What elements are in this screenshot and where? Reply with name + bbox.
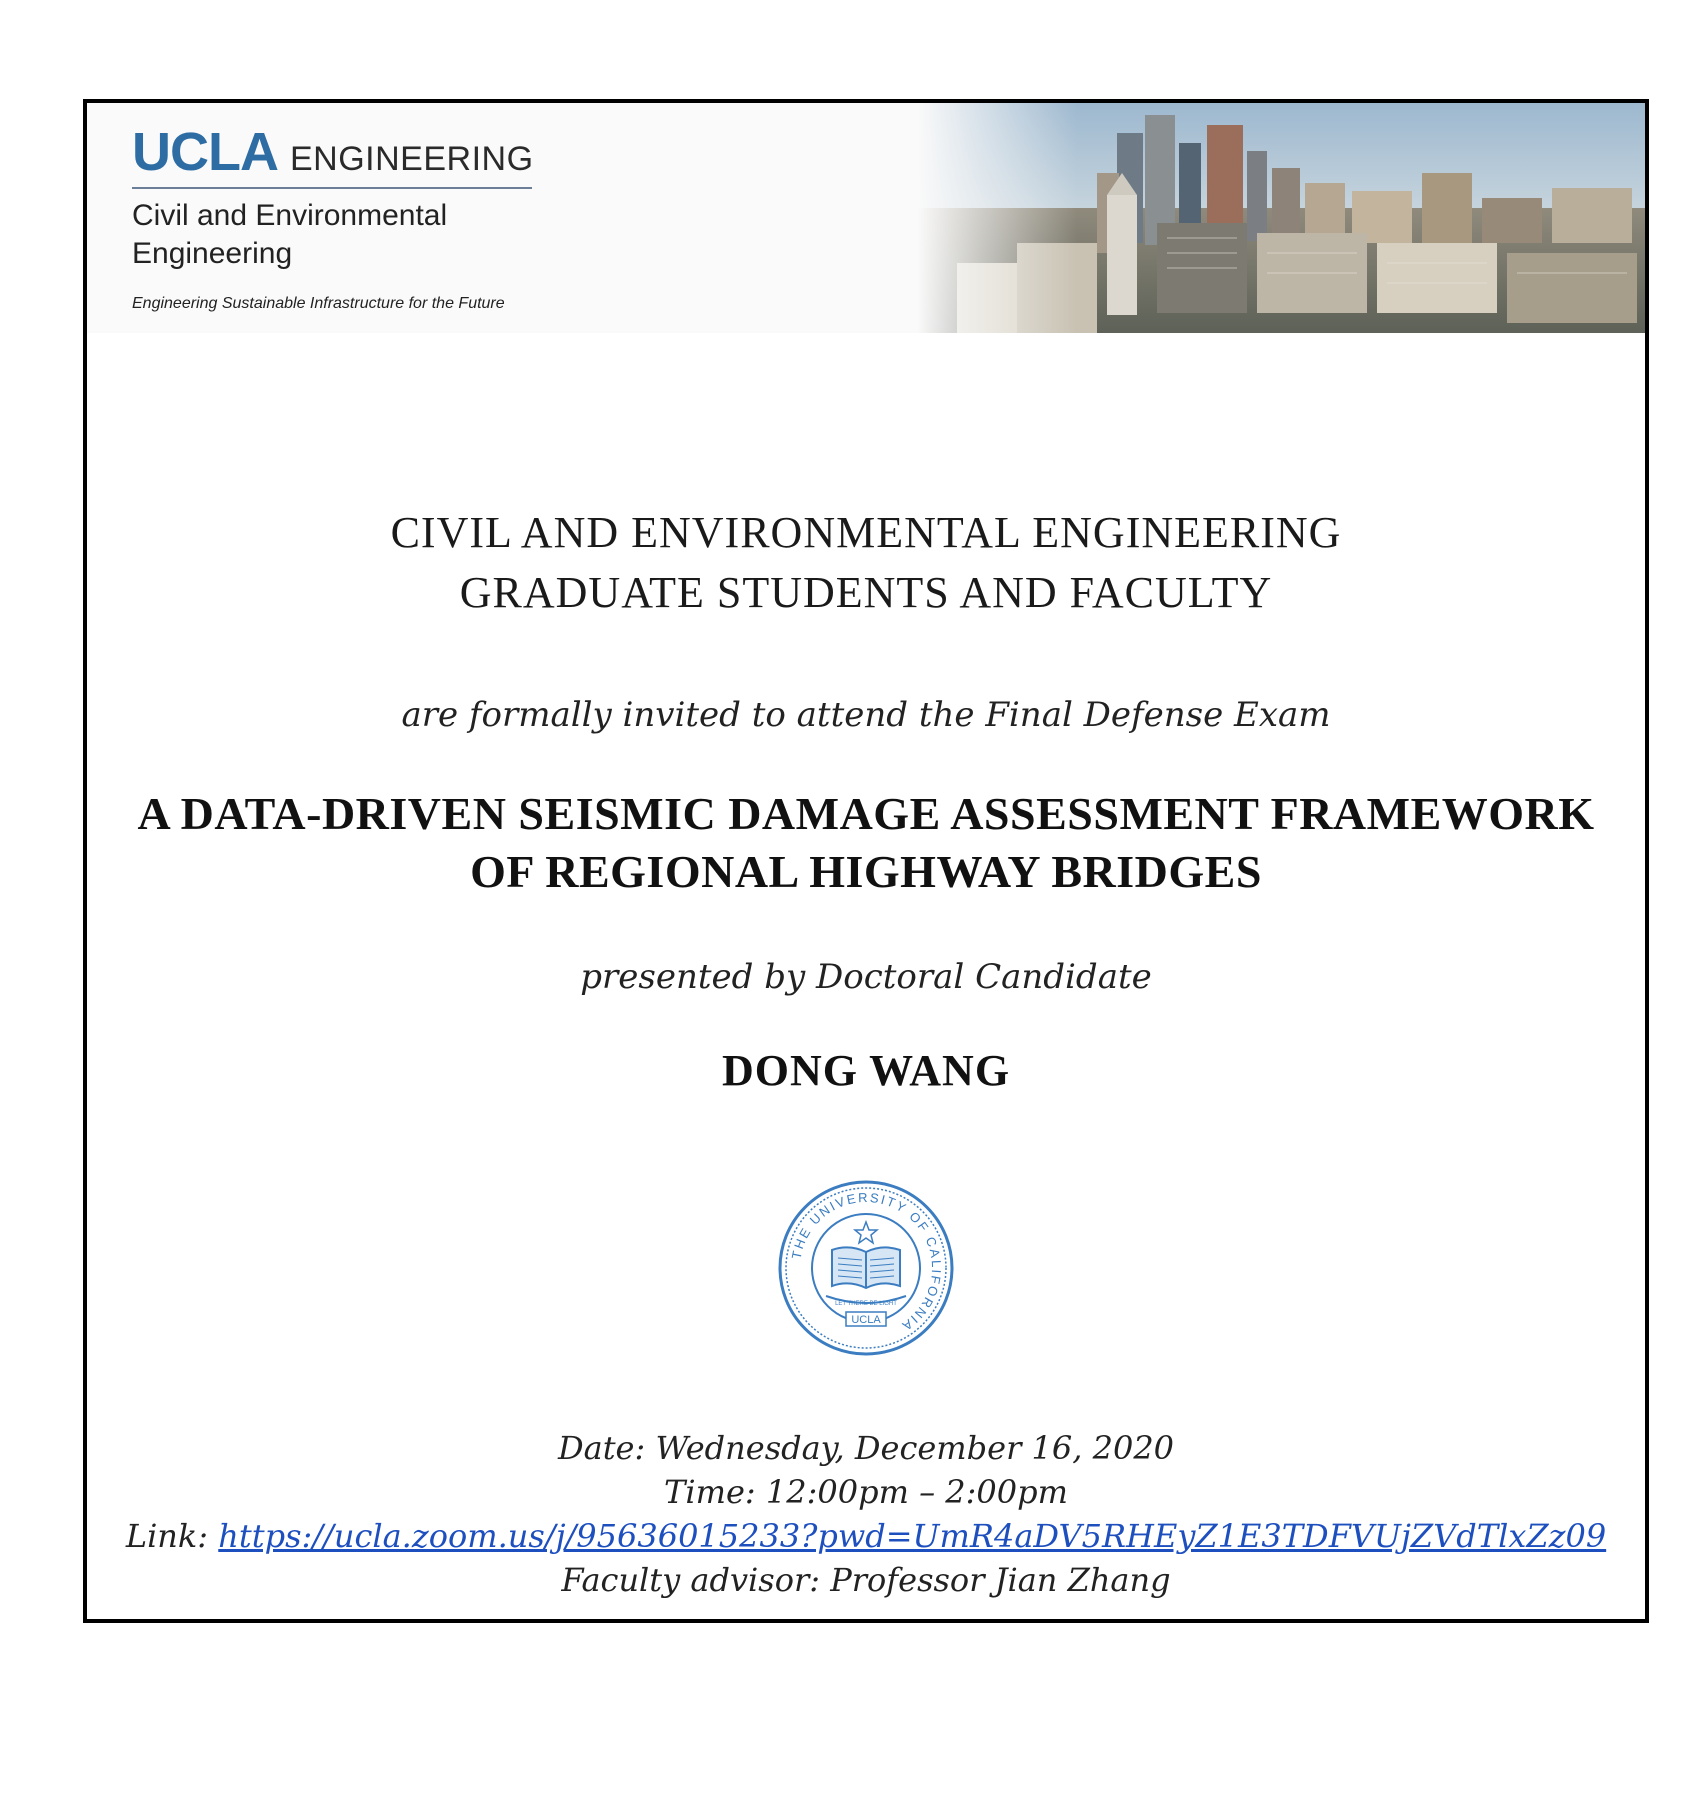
dissertation-title-line-2: OF REGIONAL HIGHWAY BRIDGES bbox=[470, 846, 1262, 897]
exam-details bbox=[87, 1426, 1645, 1602]
seal-icon bbox=[776, 1178, 956, 1358]
exam-time: Time: 12:00pm – 2:00pm bbox=[664, 1473, 1068, 1511]
seal-banner-text: UCLA bbox=[851, 1314, 881, 1326]
heading-line-1: CIVIL AND ENVIRONMENTAL ENGINEERING bbox=[390, 508, 1342, 557]
invitation-frame bbox=[83, 99, 1649, 1623]
heading-line-2: GRADUATE STUDENTS AND FACULTY bbox=[459, 568, 1273, 617]
exam-date: Date: Wednesday, December 16, 2020 bbox=[557, 1429, 1175, 1467]
seal-ring-text: THE UNIVERSITY OF CALIFORNIA bbox=[788, 1189, 945, 1335]
brand-divider bbox=[132, 187, 532, 189]
city-skyline-image bbox=[917, 103, 1645, 333]
invitation-content bbox=[87, 333, 1645, 1602]
department-line-2: Engineering bbox=[132, 237, 293, 270]
department-tagline: Engineering Sustainable Infrastructure for the Future bbox=[132, 295, 505, 312]
candidate-name: DONG WANG bbox=[721, 1046, 1011, 1095]
zoom-meeting-link[interactable]: https://ucla.zoom.us/j/95636015233?pwd=UmR4aDV5RHEyZ1E3TDFVUjZVdTlxZz09 bbox=[218, 1517, 1607, 1555]
header-banner bbox=[87, 103, 1645, 333]
brand-wordmark bbox=[132, 122, 572, 182]
invitation-text: are formally invited to attend the Final Defense Exam bbox=[401, 695, 1331, 735]
faculty-advisor: Faculty advisor: Professor Jian Zhang bbox=[561, 1561, 1171, 1599]
brand-engineering: ENGINEERING bbox=[289, 140, 534, 178]
department-line-1: Civil and Environmental bbox=[132, 199, 448, 232]
brand-ucla: UCLA bbox=[132, 122, 278, 182]
dissertation-title-line-1: A DATA-DRIVEN SEISMIC DAMAGE ASSESSMENT FRAMEWORK bbox=[137, 788, 1595, 839]
link-label: Link: bbox=[125, 1517, 219, 1555]
university-seal bbox=[776, 1178, 956, 1358]
ucla-engineering-logo bbox=[132, 122, 572, 313]
zoom-link-line bbox=[87, 1514, 1645, 1558]
presented-by-text: presented by Doctoral Candidate bbox=[580, 957, 1152, 997]
seal-motto: LET THERE BE LIGHT bbox=[835, 1301, 897, 1307]
